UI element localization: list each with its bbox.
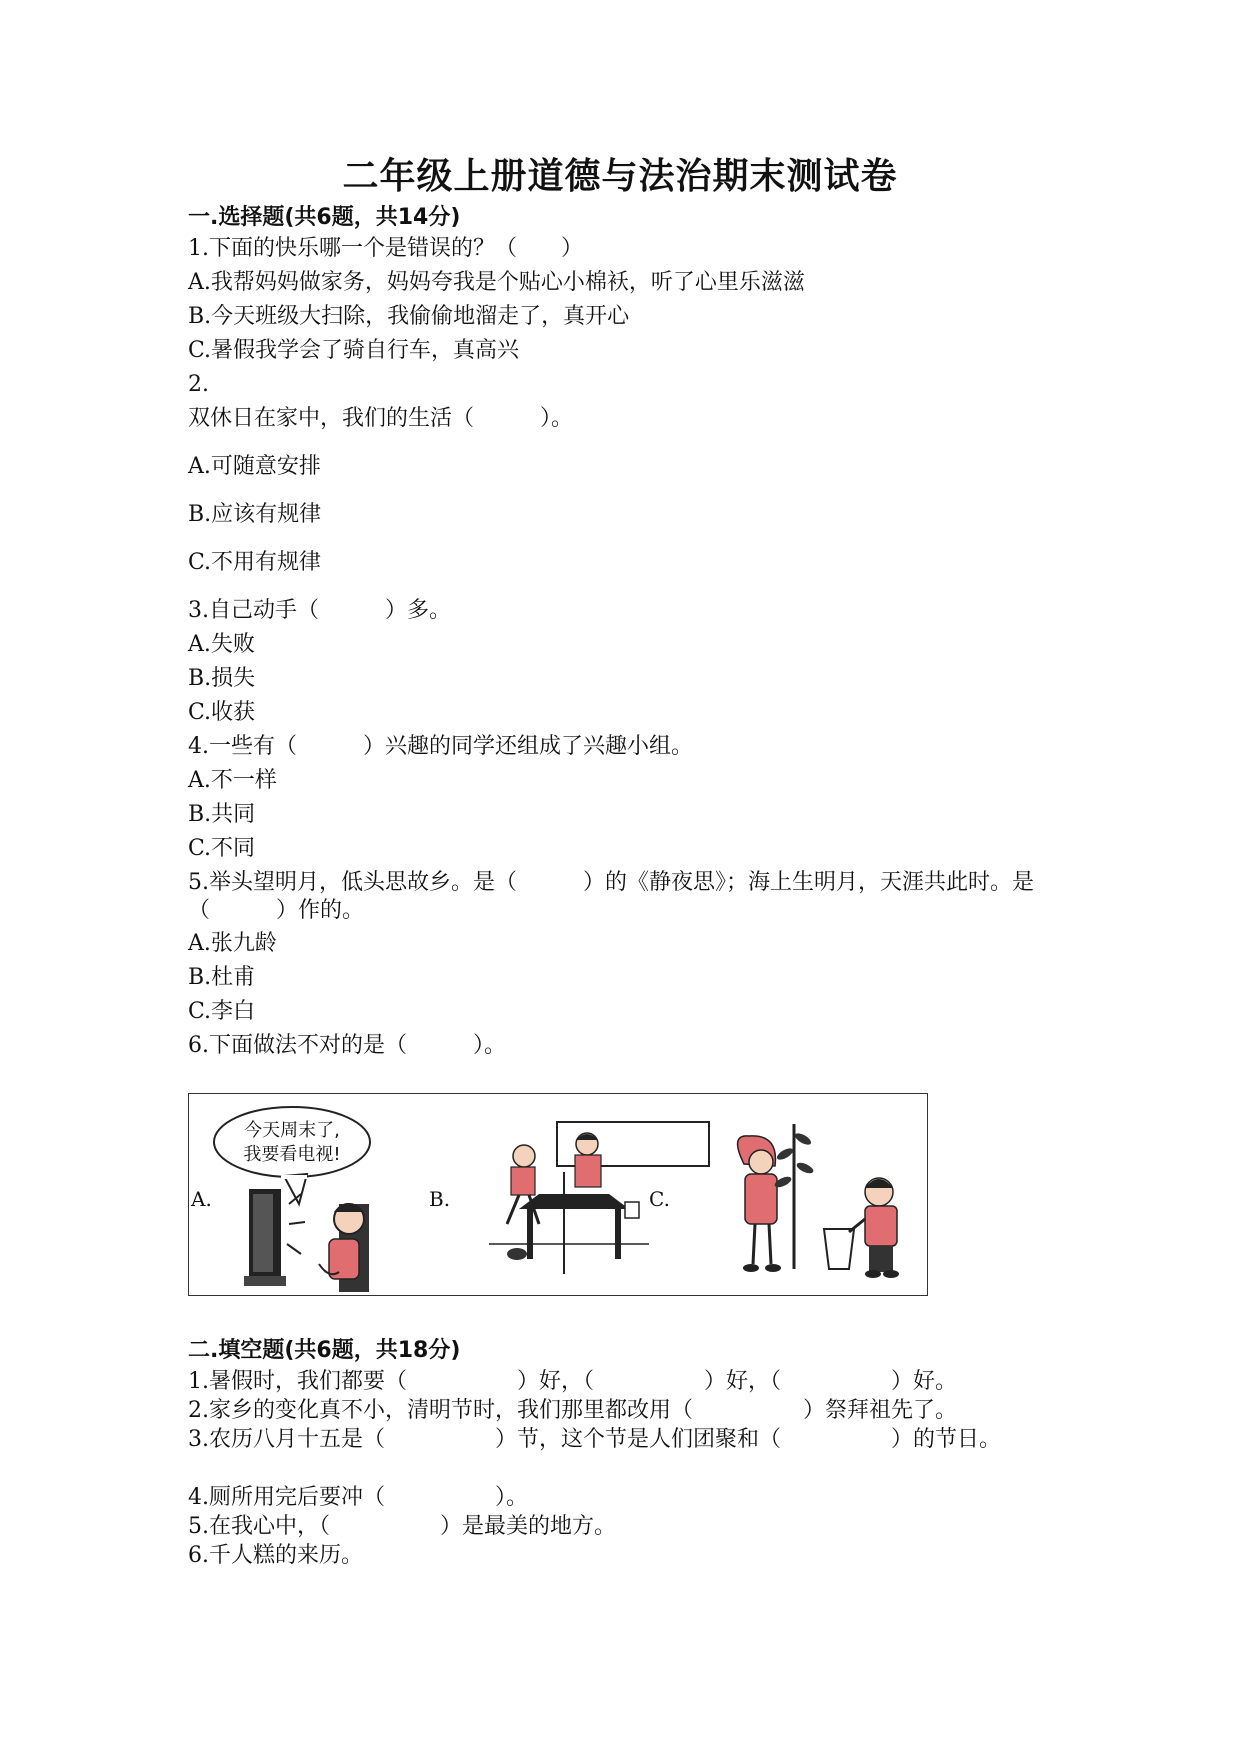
fill-q1: 1.暑假时，我们都要（ ）好，（ ）好，（ ）好。 [188,1369,957,1394]
q3-stem: 3.自己动手（ ）多。 [188,598,451,623]
bucket-icon [824,1229,854,1269]
q2-option-b: B.应该有规律 [188,502,322,527]
student-icon [513,1145,535,1167]
q3-option-b: B.损失 [188,666,256,691]
q5-option-c: C.李白 [188,999,256,1024]
option-a-label: A. [191,1187,212,1211]
fill-q2: 2.家乡的变化真不小，清明节时，我们那里都改用（ ）祭拜祖先了。 [188,1398,957,1423]
q3-option-c: C.收获 [188,700,256,725]
q1-option-c: C.暑假我学会了骑自行车，真高兴 [188,338,520,363]
q6-illustration [188,1093,928,1296]
bubble-text-line1: 今天周末了, [244,1120,340,1141]
panel-c [649,1124,899,1278]
bubble-text-line2: 我要看电视! [243,1144,341,1165]
speech-bubble-icon [214,1107,370,1177]
desk-icon [519,1194,629,1209]
q4-option-c: C.不同 [188,836,256,861]
q2-option-c: C.不用有规律 [188,550,322,575]
fill-q5: 5.在我心中，（ ）是最美的地方。 [188,1514,616,1539]
q1-option-a: A.我帮妈妈做家务，妈妈夸我是个贴心小棉袄，听了心里乐滋滋 [188,270,805,295]
fill-q4: 4.厕所用完后要冲（ ）。 [188,1485,528,1510]
q2-number: 2. [188,372,209,397]
q2-option-a: A.可随意安排 [188,454,321,479]
girl-icon [749,1150,773,1174]
q1-stem: 1.下面的快乐哪一个是错误的？（ ） [188,236,583,261]
q5-option-a: A.张九龄 [188,931,277,956]
page-title: 二年级上册道德与法治期末测试卷 [342,156,898,197]
panel-a [190,1107,370,1292]
q4-option-b: B.共同 [188,802,256,827]
q5-option-b: B.杜甫 [188,965,256,990]
q4-option-a: A.不一样 [188,768,277,793]
fill-q3: 3.农历八月十五是（ ）节，这个节是人们团聚和（ ）的节日。 [188,1427,1001,1452]
q5-stem: 5.举头望明月，低头思故乡。是（ ）的《静夜思》；海上生明月，天涯共此时。是（ ）作的。 [188,870,1034,923]
bucket-icon [625,1202,639,1218]
q4-stem: 4.一些有（ ）兴趣的同学还组成了兴趣小组。 [188,734,693,759]
q6-stem: 6.下面做法不对的是（ ）。 [188,1033,506,1058]
fill-q6: 6.千人糕的来历。 [188,1543,363,1568]
q2-stem: 双休日在家中，我们的生活（ ）。 [188,406,574,431]
q3-option-a: A.失败 [188,632,255,657]
option-b-label: B. [429,1187,451,1211]
section-2-heading: 二.填空题(共6题，共18分) [188,1338,461,1363]
section-1-heading: 一.选择题(共6题，共14分) [188,205,461,230]
q1-option-b: B.今天班级大扫除，我偷偷地溜走了，真开心 [188,304,630,329]
option-c-label: C. [649,1187,670,1211]
